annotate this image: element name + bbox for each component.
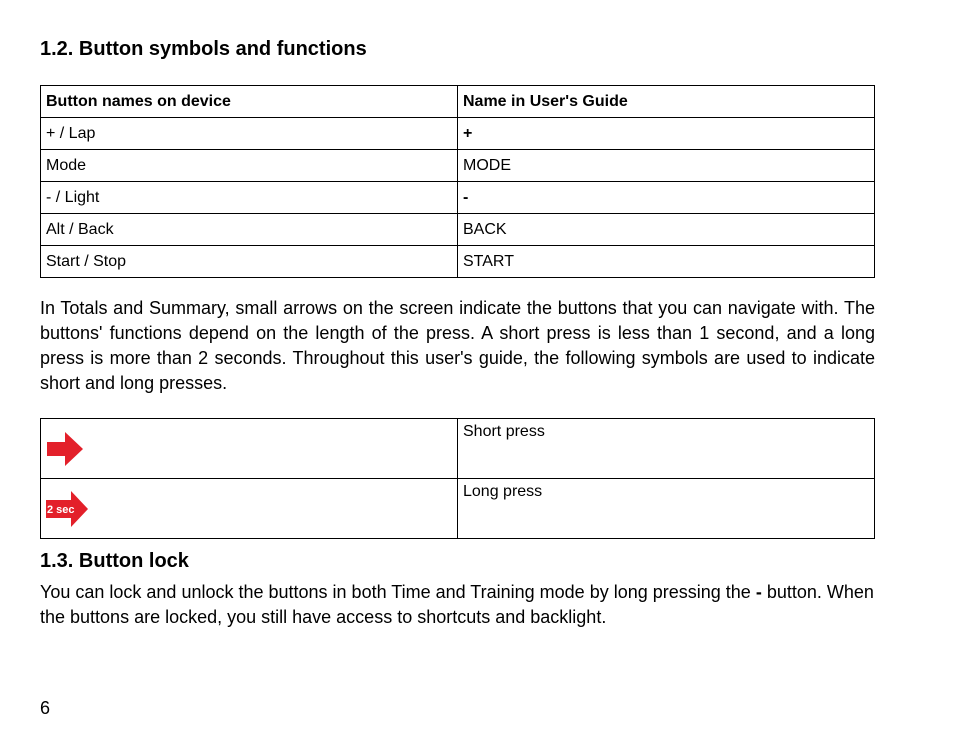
table-cell: - / Light — [41, 182, 458, 214]
table-row — [41, 214, 875, 246]
table-cell: - — [458, 182, 875, 214]
table-cell: Short press — [458, 419, 875, 479]
press-symbols-table — [40, 418, 875, 539]
short-press-arrow-icon — [45, 429, 85, 469]
table-cell: + / Lap — [41, 118, 458, 150]
table-header-row — [41, 86, 875, 118]
table-cell: Mode — [41, 150, 458, 182]
symbol-cell — [41, 479, 458, 539]
table-row — [41, 479, 875, 539]
table-cell: BACK — [458, 214, 875, 246]
lock-text-after: button. When the buttons are locked, you still have access to shortcuts and backlight. — [40, 582, 874, 627]
table-row — [41, 182, 875, 214]
table-header-cell: Name in User's Guide — [458, 86, 875, 118]
table-header-cell: Button names on device — [41, 86, 458, 118]
long-press-duration-badge: 2 sec — [47, 503, 75, 516]
table-row — [41, 118, 875, 150]
table-cell: Start / Stop — [41, 246, 458, 278]
section-heading-button-symbols: 1.2. Button symbols and functions — [40, 38, 367, 60]
table-cell: MODE — [458, 150, 875, 182]
minus-button-symbol: - — [755, 582, 762, 602]
table-row — [41, 246, 875, 278]
table-row — [41, 150, 875, 182]
button-names-table — [40, 85, 875, 278]
table-cell: Alt / Back — [41, 214, 458, 246]
button-lock-paragraph — [40, 580, 875, 630]
table-cell: START — [458, 246, 875, 278]
symbol-cell — [41, 419, 458, 479]
page-number: 6 — [40, 698, 51, 718]
table-row — [41, 419, 875, 479]
long-press-arrow-icon — [45, 489, 89, 529]
lock-text-before: You can lock and unlock the buttons in both Time and Training mode by long pressing the — [40, 582, 756, 602]
press-explanation-paragraph: In Totals and Summary, small arrows on the screen indicate the buttons that you can navigate with. The buttons' functions depend on the length of the press. A short press is less than 1 second, and a long press is more than 2 seconds. Throughout this user's guide, the following symbols are used to indicate short and long presses. — [40, 298, 875, 393]
table-cell: + — [458, 118, 875, 150]
section-heading-button-lock: 1.3. Button lock — [40, 550, 189, 572]
table-cell: Long press — [458, 479, 875, 539]
